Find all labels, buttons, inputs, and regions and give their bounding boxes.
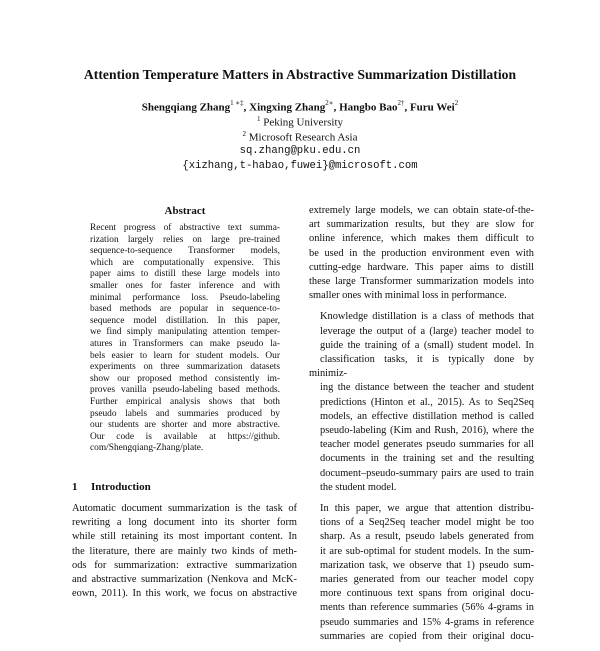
text-line: document–pseudo-summary pairs are used to train xyxy=(320,467,534,479)
text-line: Knowledge distillation is a class of methods that xyxy=(320,311,534,323)
section-heading xyxy=(72,481,151,493)
text-line: online inference, which makes them difficult to xyxy=(309,233,534,245)
text-line: based methods are popular in sequence-to- xyxy=(90,304,280,315)
text-line: proves vanilla pseudo-labeling based methods. xyxy=(90,385,280,396)
section-number: 1 xyxy=(72,481,78,493)
text-line: Our code is available at https://github. xyxy=(90,431,280,442)
text-line: show our proposed method consistently im- xyxy=(90,373,280,384)
affiliation xyxy=(0,130,600,144)
abstract-heading: Abstract xyxy=(164,205,206,217)
text-line: and abstractive summarization (Nenkova and McK- xyxy=(72,574,297,586)
author-marks: 1 ∗‡ xyxy=(230,99,244,107)
text-line: atures in Transformers can make pseudo la- xyxy=(90,338,280,349)
text-line: sequence-to-sequence Transformer models, xyxy=(90,246,280,257)
text-line: rewriting a long document into its shorter form xyxy=(72,517,297,529)
affiliation-mark: 1 xyxy=(257,115,261,123)
text-line: In this paper, we argue that attention distribu- xyxy=(320,503,534,515)
text-line: documents in the training set and the resulting xyxy=(320,453,534,465)
text-line: smaller ones with minimal loss in performance. xyxy=(309,290,507,302)
abstract-body xyxy=(90,223,280,455)
text-line: models, an effective distillation method is called xyxy=(320,410,534,422)
author-marks: 2† xyxy=(397,99,405,107)
text-line: while still retaining its most important content. In xyxy=(72,531,297,543)
author-email: {xizhang,t-habao,fuwei}@microsoft.com xyxy=(182,160,418,172)
author-marks: 2 xyxy=(454,99,459,107)
text-line: we find simply manipulating attention temper- xyxy=(90,327,280,338)
text-line: predictions (Hinton et al., 2015). As to Seq2Seq xyxy=(320,396,534,408)
text-line: smaller ones for faster inference and with xyxy=(90,280,280,291)
text-line: guide the training of a (small) student model. In xyxy=(320,339,534,351)
text-line: the literature, there are mainly two kinds of meth- xyxy=(72,545,297,557)
author-name: Hangbo Bao xyxy=(339,101,398,114)
right-column xyxy=(309,204,534,651)
text-line: sequence model distillation. In this paper, xyxy=(90,315,280,326)
text-line: ing the distance between the teacher and student xyxy=(320,382,534,394)
text-line: the student model. xyxy=(320,481,397,493)
text-line: eown, 2011). In this work, we focus on abstractive xyxy=(72,588,297,600)
author-name: Furu Wei xyxy=(409,101,455,114)
text-line: Automatic document summarization is the task of xyxy=(72,503,297,514)
text-line: experiments on three summarization datasets xyxy=(90,362,280,373)
affiliation-mark: 2 xyxy=(242,130,246,138)
author-marks: 2∗ xyxy=(325,99,334,107)
text-line: marization task, we observe that 1) pseudo sum- xyxy=(320,559,534,571)
text-line: rization largely relies on large pre-trained xyxy=(90,234,280,245)
text-line: it are sub-optimal for student models. In the sum- xyxy=(320,545,534,557)
text-line: extremely large models, we can obtain state-of-the- xyxy=(309,205,534,216)
paragraph xyxy=(309,204,534,303)
text-line: pseudo summaries and 15% 4-grams in reference xyxy=(320,616,534,628)
text-line: ods for summarization: extractive summarization xyxy=(72,559,297,571)
text-line: teacher model generates pseudo summaries for all xyxy=(320,439,534,451)
author-email: sq.zhang@pku.edu.cn xyxy=(239,145,361,157)
text-line: our students are shorter and more abstractive. xyxy=(90,420,280,431)
text-line: leverage the output of a (large) teacher model to xyxy=(320,325,534,337)
text-line: com/Shengqiang-Zhang/plate. xyxy=(90,443,204,454)
text-line: art summarization results, but they are slow for xyxy=(309,219,534,231)
text-line: pseudo labels and summaries produced by xyxy=(90,408,280,419)
text-line: which are computationally expensive. This xyxy=(90,257,280,268)
text-line: be used in the production environment even with xyxy=(309,247,534,259)
affiliation-name: Peking University xyxy=(263,116,343,129)
affiliation xyxy=(0,115,600,129)
text-line: classification tasks, it is typically done by minimiz- xyxy=(309,354,534,380)
paper-title: Attention Temperature Matters in Abstractive Summarization Distillation xyxy=(83,67,517,82)
text-line: summaries are copied from their original docu- xyxy=(320,630,534,642)
text-line: these large Transformer summarization models into xyxy=(309,276,534,288)
text-line: tions of a Seq2Seq teacher model might be too xyxy=(320,517,534,529)
paragraph xyxy=(309,502,534,644)
text-line: maries generated from our teacher model copy xyxy=(320,574,534,586)
text-line: Further empirical analysis shows that both xyxy=(90,396,280,407)
text-line: bels easier to learn for student models. Our xyxy=(90,350,280,361)
text-line: minimal performance loss. Pseudo-labeling xyxy=(90,292,280,303)
author-name: Xingxing Zhang xyxy=(249,101,326,114)
text-line: Recent progress of abstractive text summa- xyxy=(90,223,280,233)
text-line: more continuous text spans from original docu- xyxy=(320,588,534,600)
text-line: cutting-edge hardware. This paper aims to distill xyxy=(309,261,534,273)
text-line: pseudo-labeling (Kim and Rush, 2016), where the xyxy=(320,425,534,437)
affiliation-name: Microsoft Research Asia xyxy=(248,131,358,144)
text-line: ments than reference summaries (56% 4-grams in xyxy=(320,602,534,614)
section-title: Introduction xyxy=(91,481,151,493)
introduction-body xyxy=(72,502,297,601)
text-line: paper aims to distill these large models into xyxy=(90,269,280,280)
author-list: Shengqiang Zhang$^{1 ∗\ddagger}$, Xingxing Zhang$^{2∗}$, Hangbo Bao$^{2\dagger}$, Furu Wei$^2$ xyxy=(141,99,459,114)
text-line: sharp. As a result, pseudo labels generated from xyxy=(320,531,534,543)
author-name: Shengqiang Zhang xyxy=(141,101,231,114)
paragraph xyxy=(309,310,534,495)
